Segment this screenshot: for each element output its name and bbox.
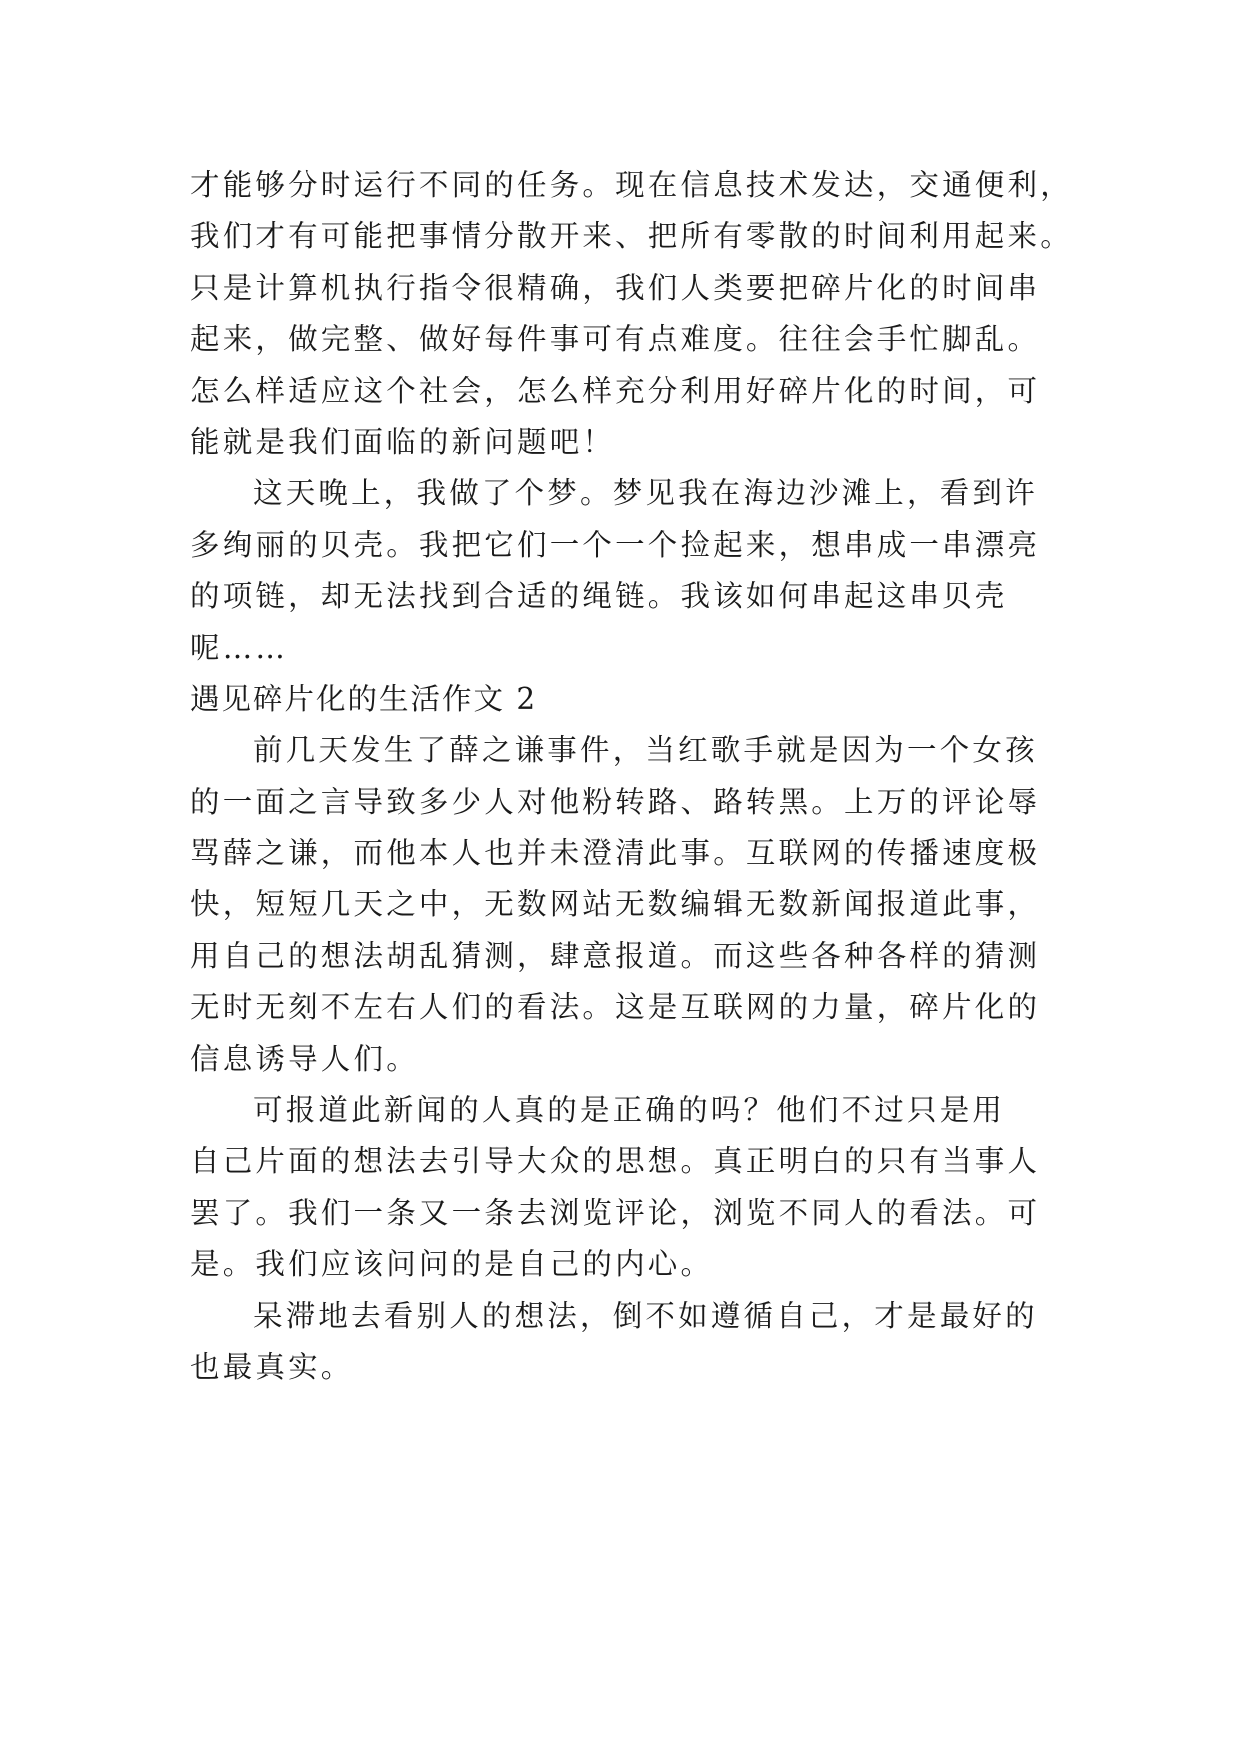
text-line: 快，短短几天之中，无数网站无数编辑无数新闻报道此事， bbox=[190, 887, 1041, 922]
section-heading: 遇见碎片化的生活作文 2 bbox=[190, 681, 538, 716]
text-line: 骂薛之谦，而他本人也并未澄清此事。互联网的传播速度极 bbox=[190, 836, 1041, 871]
text-line: 怎么样适应这个社会，怎么样充分利用好碎片化的时间，可 bbox=[190, 373, 1041, 408]
text-line: 自己片面的想法去引导大众的思想。真正明白的只有当事人 bbox=[190, 1144, 1041, 1179]
text-line: 呆滞地去看别人的想法，倒不如遵循自己，才是最好的 bbox=[253, 1298, 1038, 1333]
text-line: 可报道此新闻的人真的是正确的吗？他们不过只是用 bbox=[253, 1093, 1006, 1128]
text-line: 这天晚上，我做了个梦。梦见我在海边沙滩上，看到许 bbox=[253, 476, 1038, 511]
text-line: 起来，做完整、做好每件事可有点难度。往往会手忙脚乱。 bbox=[190, 322, 1041, 357]
text-line: 罢了。我们一条又一条去浏览评论，浏览不同人的看法。可 bbox=[190, 1195, 1041, 1230]
text-line: 才能够分时运行不同的任务。现在信息技术发达，交通便利， bbox=[190, 168, 1073, 202]
text-line: 我们才有可能把事情分散开来、把所有零散的时间利用起来。 bbox=[190, 219, 1073, 254]
text-line: 无时无刻不左右人们的看法。这是互联网的力量，碎片化的 bbox=[190, 990, 1041, 1025]
document-page bbox=[190, 160, 1073, 1393]
text-line: 只是计算机执行指令很精确，我们人类要把碎片化的时间串 bbox=[190, 270, 1041, 305]
text-line: 的一面之言导致多少人对他粉转路、路转黑。上万的评论辱 bbox=[190, 784, 1041, 819]
text-line: 也最真实。 bbox=[190, 1349, 354, 1384]
text-line: 用自己的想法胡乱猜测，肆意报道。而这些各种各样的猜测 bbox=[190, 938, 1041, 973]
text-line: 前几天发生了薛之谦事件，当红歌手就是因为一个女孩 bbox=[253, 733, 1038, 768]
text-line: 是。我们应该问问的是自己的内心。 bbox=[190, 1247, 714, 1282]
text-line: 能就是我们面临的新问题吧！ bbox=[190, 424, 616, 459]
text-line: 的项链，却无法找到合适的绳链。我该如何串起这串贝壳 bbox=[190, 579, 1008, 614]
text-line: 信息诱导人们。 bbox=[190, 1041, 419, 1076]
text-line: 呢…… bbox=[190, 630, 289, 665]
text-line: 多绚丽的贝壳。我把它们一个一个捡起来，想串成一串漂亮 bbox=[190, 527, 1041, 562]
